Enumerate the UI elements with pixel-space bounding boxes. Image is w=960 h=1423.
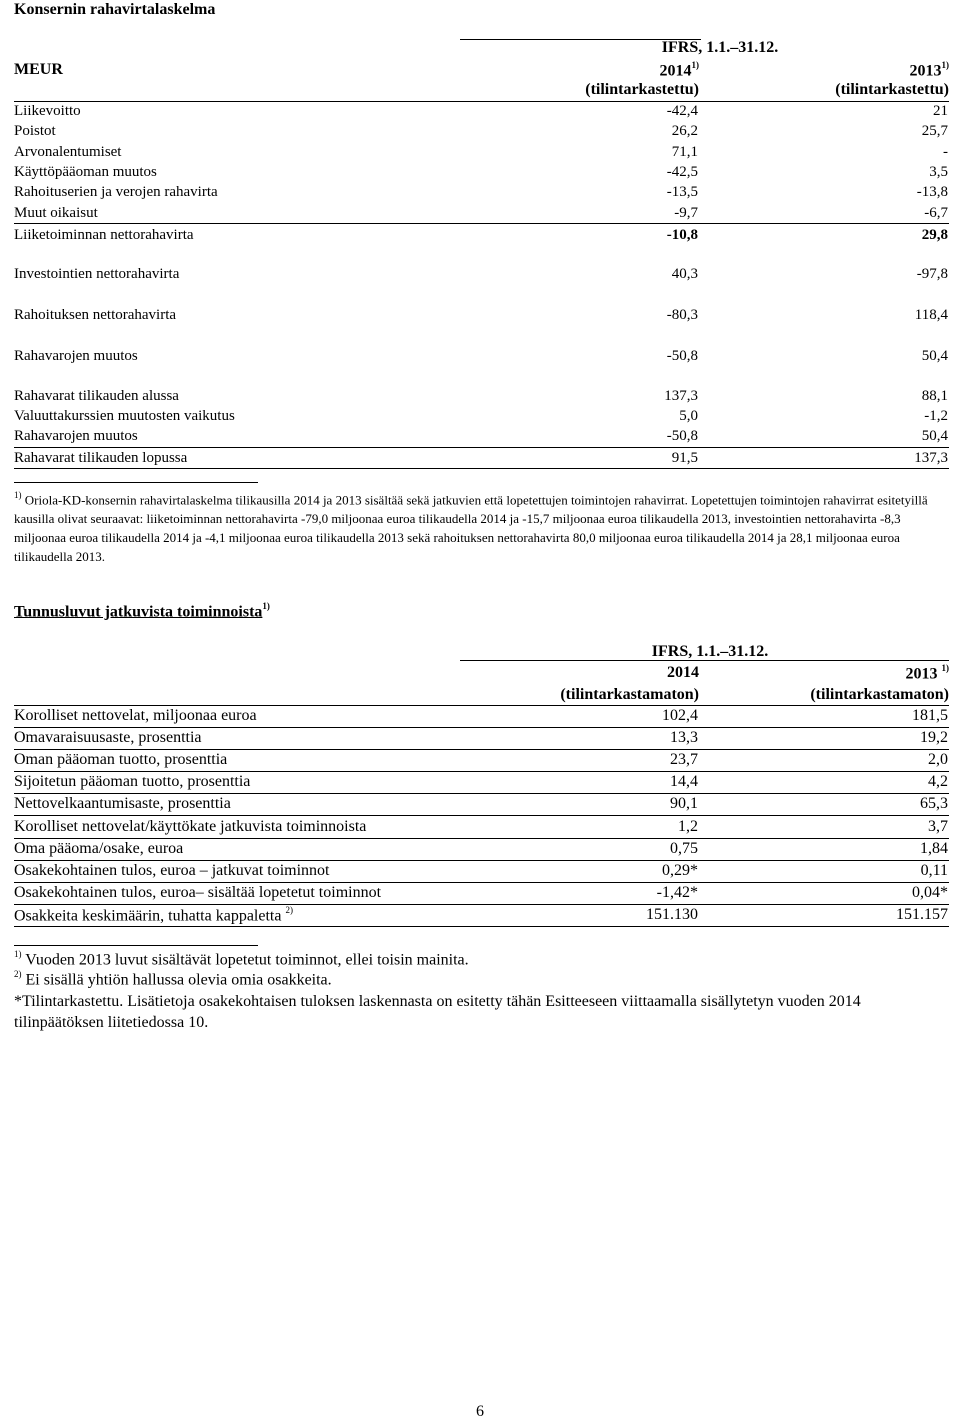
footnote-3: *Tilintarkastettu. Lisätietoja osakekohtaisen tuloksen laskennasta on esitetty tähän Esitteeseen viittaamalla sisällytetyn vuoden 2014 tilinpäätöksen liitetiedossa 10. [14, 993, 861, 1031]
row-rule [14, 749, 949, 750]
row-label: Rahavarojen muutos [14, 348, 138, 364]
value-2014: 0,29* [662, 862, 698, 879]
table-row [14, 840, 949, 862]
section-title-key-figures: Tunnusluvut jatkuvista toiminnoista$^{1)}$ [14, 601, 270, 621]
row-label: Rahoituksen nettorahavirta [14, 307, 177, 323]
col-2014-status: (tilintarkastettu) [585, 81, 699, 98]
table-row [14, 428, 949, 448]
value-2013: 181,5 [912, 707, 948, 724]
table-bottom-rule [14, 926, 949, 927]
col-2014-year: 2014$^{1)}$ [659, 60, 699, 80]
total-rule [14, 447, 949, 448]
col-2013-year: 2013$^{1)}$ [909, 60, 949, 80]
value-2013: -1,2 [924, 408, 948, 424]
value-2014: 102,4 [662, 707, 698, 724]
row-rule [14, 860, 949, 861]
table-row [14, 144, 949, 164]
table-row [14, 164, 949, 184]
table-row [14, 307, 949, 327]
footnote-marker: 1) [14, 490, 22, 500]
table-row [14, 707, 949, 729]
value-2014: 91,5 [671, 450, 698, 466]
value-2014: 14,4 [670, 773, 698, 790]
row-label: Muut oikaisut [14, 205, 98, 221]
row-rule [14, 904, 949, 905]
row-rule [14, 838, 949, 839]
table-row [14, 862, 949, 884]
row-label: Korolliset nettovelat/käyttökate jatkuvista toiminnoista [14, 818, 367, 835]
row-rule [14, 771, 949, 772]
row-label: Osakekohtainen tulos, euroa – jatkuvat toiminnot [14, 862, 330, 879]
row-label: Korolliset nettovelat, miljoonaa euroa [14, 707, 257, 724]
row-label: Rahoituserien ja verojen rahavirta [14, 184, 218, 200]
row-label: Sijoitetun pääoman tuotto, prosenttia [14, 773, 251, 790]
value-2014: -42,5 [666, 164, 698, 180]
page-number: 6 [476, 1403, 484, 1420]
header-bottom-rule [14, 101, 949, 102]
table-row [14, 227, 949, 247]
value-2014: 1,2 [678, 818, 698, 835]
row-rule [14, 882, 949, 883]
value-2013: 50,4 [921, 428, 948, 444]
table-row [14, 450, 949, 470]
value-2013: 21 [933, 103, 948, 119]
row-label: Arvonalentumiset [14, 144, 122, 160]
row-label: Investointien nettorahavirta [14, 266, 180, 282]
value-2013: 25,7 [921, 123, 948, 139]
footnote-separator [14, 482, 258, 483]
value-2014: -50,8 [666, 348, 698, 364]
col-2013-status: (tilintarkastamaton) [810, 686, 949, 703]
col-2013-status: (tilintarkastettu) [835, 81, 949, 98]
value-2014: -1,42* [656, 884, 698, 901]
value-2014: 151.130 [646, 906, 698, 923]
row-label: Rahavarat tilikauden alussa [14, 388, 179, 404]
value-2013: -97,8 [916, 266, 948, 282]
value-2014: 5,0 [679, 408, 698, 424]
col-2013-year: 2013 $^{1)}$ [905, 663, 949, 683]
row-label: Osakkeita keskimäärin, tuhatta kappaletta $^{2)}$ [14, 905, 293, 925]
value-2013: -6,7 [924, 205, 948, 221]
value-2013: - [943, 144, 948, 160]
value-2014: 90,1 [670, 795, 698, 812]
value-2013: 88,1 [921, 388, 948, 404]
value-2014: 40,3 [671, 266, 698, 282]
value-2013: 3,7 [928, 818, 948, 835]
value-2014: 137,3 [664, 388, 698, 404]
row-label: Omavaraisuusaste, prosenttia [14, 729, 202, 746]
table-row [14, 773, 949, 795]
value-2013: 19,2 [920, 729, 948, 746]
table-row [14, 184, 949, 204]
row-label: Oma pääoma/osake, euroa [14, 840, 184, 857]
value-2014: 26,2 [671, 123, 698, 139]
row-label: Liikevoitto [14, 103, 81, 119]
value-2013: 3,5 [929, 164, 948, 180]
row-label: Nettovelkaantumisaste, prosenttia [14, 795, 231, 812]
value-2013: 29,8 [921, 227, 948, 243]
footnote-cashflow [14, 487, 949, 566]
value-2014: 0,75 [670, 840, 698, 857]
value-2013: -13,8 [916, 184, 948, 200]
value-2013: 65,3 [920, 795, 948, 812]
table-row [14, 818, 949, 840]
footnote-separator [14, 945, 258, 946]
period-label: IFRS, 1.1.–31.12. [661, 39, 779, 56]
row-label: Liiketoiminnan nettorahavirta [14, 227, 194, 243]
row-label: Oman pääoman tuotto, prosenttia [14, 751, 228, 768]
table-row [14, 795, 949, 817]
value-2014: -9,7 [674, 205, 698, 221]
value-2013: 0,11 [920, 862, 948, 879]
value-2013: 118,4 [914, 307, 948, 323]
col-2014-status: (tilintarkastamaton) [560, 686, 699, 703]
row-label: Käyttöpääoman muutos [14, 164, 157, 180]
row-label: Poistot [14, 123, 56, 139]
subtotal-rule [14, 223, 949, 224]
table-row [14, 123, 949, 143]
row-label: Osakekohtainen tulos, euroa– sisältää lopetetut toiminnot [14, 884, 382, 901]
row-rule [14, 815, 949, 816]
col-2014-year: 2014 [667, 664, 699, 681]
value-2014: -50,8 [666, 428, 698, 444]
value-2013: 137,3 [914, 450, 948, 466]
value-2013: 50,4 [921, 348, 948, 364]
value-2013: 0,04* [912, 884, 948, 901]
value-2013: 151.157 [896, 906, 948, 923]
value-2014: -10,8 [666, 227, 698, 243]
row-label: Rahavarat tilikauden lopussa [14, 450, 188, 466]
value-2013: 2,0 [928, 751, 948, 768]
table-row [14, 348, 949, 368]
table-row [14, 408, 949, 428]
section-title-cashflow: Konsernin rahavirtalaskelma [14, 1, 216, 18]
row-rule [14, 793, 949, 794]
header-rule [460, 660, 949, 661]
row-label: Valuuttakurssien muutosten vaikutus [14, 408, 235, 424]
value-2014: -13,5 [666, 184, 698, 200]
value-2014: -42,4 [666, 103, 698, 119]
value-2013: 4,2 [928, 773, 948, 790]
table-row [14, 388, 949, 408]
table-row [14, 266, 949, 286]
value-2014: 23,7 [670, 751, 698, 768]
table-row [14, 103, 949, 123]
table-row [14, 205, 949, 225]
value-2014: 71,1 [671, 144, 698, 160]
table-row [14, 884, 949, 906]
value-2014: -80,3 [666, 307, 698, 323]
table-bottom-rule [14, 468, 949, 469]
header-bottom-rule [14, 705, 949, 706]
row-rule [14, 727, 949, 728]
unit-label: MEUR [14, 61, 63, 78]
footnote-1: $^{1)}$ Vuoden 2013 luvut sisältävät lopetetut toiminnot, ellei toisin mainita. [14, 949, 469, 969]
table-row [14, 751, 949, 773]
footnote-2: $^{2)}$ Ei sisällä yhtiön hallussa olevia omia osakkeita. [14, 969, 332, 989]
table-row [14, 729, 949, 751]
period-label: IFRS, 1.1.–31.12. [651, 643, 769, 660]
row-label: Rahavarojen muutos [14, 428, 138, 444]
value-2014: 13,3 [670, 729, 698, 746]
footnote-text: Oriola-KD-konsernin rahavirtalaskelma tilikausilla 2014 ja 2013 sisältää sekä jatkuvien että lopetettujen toimintojen rahavirrat. Lopetettujen toimintojen rahavirrat esitetyillä kausilla olivat seuraavat: liiketoiminnan nettorahavirta -79,0 miljoonaa euroa tilikaudella 2014 ja -15,7 miljoonaa euroa tilikaudella 2013, investointien nettorahavirta -8,3 miljoonaa euroa tilikaudella 2014 ja -4,1 miljoonaa euroa tilikaudella 2013 sekä rahoituksen nettorahavirta 80,0 miljoonaa euroa tilikaudella 2014 ja 28,1 miljoonaa euroa tilikaudella 2013. [14, 492, 928, 565]
value-2013: 1,84 [920, 840, 948, 857]
table-row [14, 906, 949, 928]
